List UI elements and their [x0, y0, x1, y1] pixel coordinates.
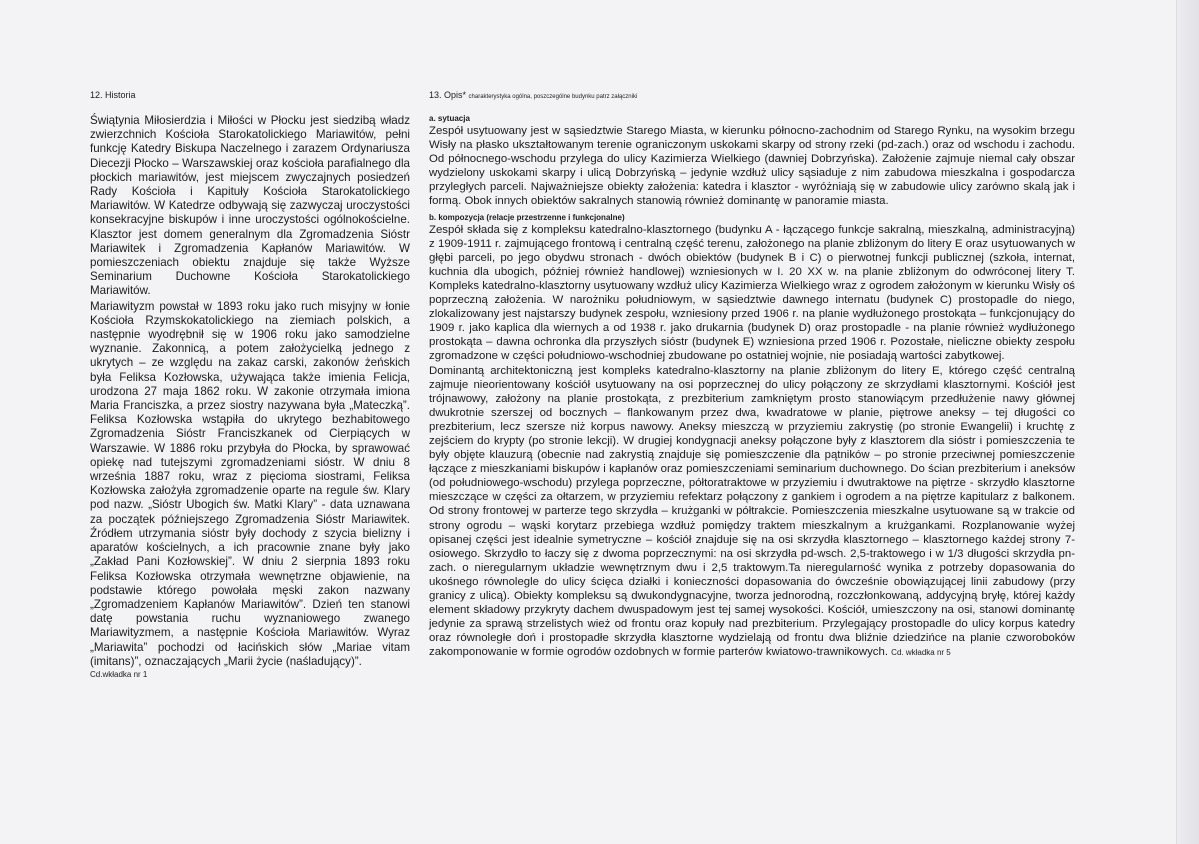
continuation-note: Cd. wkładka nr 5: [891, 648, 951, 658]
subsection-heading-situation: a. sytuacja: [429, 114, 470, 123]
subsection-heading-composition: b. kompozycja (relacje przestrzenne i funkcjonalne): [429, 212, 625, 222]
composition-text: [429, 223, 1075, 661]
page-edge: [1176, 0, 1199, 844]
description-heading-note: charakterystyka ogólna, poszczególne budynku patrz załączniki: [468, 94, 638, 100]
history-heading: 12. Historia: [90, 90, 136, 100]
continuation-note: Cd.wkładka nr 1: [90, 669, 148, 679]
history-paragraph: Mariawityzm powstał w 1893 roku jako ruch misyjny w łonie Kościoła Rzymskokatolickiego na ziemiach polskich, a następnie wyodrębnił się w 1906 roku jako samodzielne wyznanie. Zakonnicą, a potem założycielką jednego z ukrytych – ze względu na zakaz carski, zakonów żeńskich była Feliksa Kozłowska, używająca także imienia Felicja, urodzona 27 maja 1862 roku. W zakonie otrzymała imiona Maria Franciszka, a przez siostry nazywana była „Mateczką”. Feliksa Kozłowska wstąpiła do ukrytego bezhabitowego Zgromadzenia Sióstr Franciszkanek od Cierpiących w Warszawie. W 1886 roku przybyła do Płocka, by sprawować opiekę nad tutejszymi zgromadzeniami sióstr. W dniu 8 września 1887 roku, wraz z pięcioma siostrami, Feliksa Kozłowska założyła zgromadzenie oparte na regule św. Klary pod nazw. „Sióstr Ubogich św. Matki Klary” - data uznawana za początek późniejszego Zgromadzenia Sióstr Mariawitek. Źródłem utrzymania sióstr były dochody z szycia bielizny i aparatów kościelnych, a ich pracownie znane były jako „Zakład Pani Kozłowskiej”. W dniu 2 sierpnia 1893 roku Feliksa Kozłowska otrzymała wewnętrzne objawienie, na podstawie którego powołała męski zakon nazwany „Zgromadzeniem Kapłanów Mariawitów”. Dzień ten stanowi datę powstania ruchu wyznaniowego zwanego Mariawityzmem, a następnie Kościoła Mariawitów. Wyraz „Mariawita” pochodzi od łacińskich słów „Mariae vitam (imitans)”, oznaczających „Marii życie (naśladujący)”.: [90, 299, 410, 668]
description-heading-label: 13. Opis*: [429, 90, 467, 100]
composition-paragraph: [429, 364, 1075, 661]
description-column: [429, 90, 1075, 660]
situation-text: [429, 124, 1075, 209]
composition-paragraph: Zespół składa się z kompleksu katedralno-klasztornego (budynku A - łączącego funkcje sakralną, mieszkalną, administracyjną) z 1909-1911 r. zajmującego frontową i centralną część terenu, założonego na planie zbliżonym do litery E oraz usytuowanych w głębi parceli, po jego obydwu stronach - dwóch obiektów (budynek B i C) o pierwotnej funkcji publicznej (szkoła, internat, kuchnia dla ubogich, później również handlowej) wzniesionych w I. 20 XX w. na planie zbliżonym do odwróconej litery T. Kompleks katedralno-klasztorny usytuowany wzdłuż ulicy Kazimierza Wielkiego wraz z ogrodem założonym w kierunku Wisły oś poprzeczną założenia. W narożniku południowym, w sąsiedztwie dawnego internatu (budynek C) prostopadle do niego, zlokalizowany jest najstarszy budynek zespołu, wzniesiony przed 1906 r. na planie wydłużonego prostokąta – funkcjonujący do 1909 r. jako kaplica dla wiernych a od 1938 r. jako drukarnia (budynek D) oraz prostopadle - na planie również wydłużonego prostokąta – dawna ochronka dla przyszłych sióstr (budynek E) wzniesiona przed 1906 r. Pozostałe, nieliczne obiekty zespołu zgromadzone w części południowo-wschodniej zbudowane po ostatniej wojnie, nie posiadają wartości zabytkowej.: [429, 223, 1075, 363]
history-column: [90, 90, 410, 679]
description-heading: [429, 90, 1075, 100]
composition-paragraph-text: Dominantą architektoniczną jest kompleks katedralno-klasztorny na planie zbliżonym do litery E, którego część centralną zajmuje nieorientowany kościół usytuowany na osi poprzecznej do ulicy połączony ze skrzydłami klasztornymi. Kościół jest trójnawowy, założony na planie prostokąta, z prezbiterium zamkniętym prosto stanowiącym przedłużenie nawy głównej dwukrotnie szerszej od bocznych – flankowanym przez dwa, kwadratowe w planie, piętrowe aneksy – tej długości co prezbiterium, lecz szersze niż korpus nawowy. Aneksy mieszczą w przyziemiu zakrystię (po stronie Ewangelii) i kruchtę z zejściem do krypty (po stronie lekcji). W drugiej kondygnacji aneksy połączone były z klasztorem dla sióstr i pomieszczenia te były objęte klauzurą (obecnie nad zakrystią znajduje się pomieszczenie dla pątników – po stronie przeciwnej pomieszczenie łączące z mieszkaniami biskupów i kapłanów oraz pomieszczeniami seminarium duchownego. Do ścian prezbiterium i aneksów (od południowego-wschodu) przylega poprzeczne, półtoratraktowe w przyziemiu i dwutraktowe na piętrze - skrzydło klasztorne mieszczące w części za ołtarzem, w przyziemiu refektarz połączony z gankiem i ogrodem a na piętrze kapitularz z balkonem. Od strony frontowej w parterze tego skrzydła – krużganki w półtrakcie. Pomieszczenia mieszkalne usytuowane są w trakcie od strony ogrodu – wąski korytarz przebiega wzdłuż pomiędzy traktem mieszkalnym a krużgankami. Rozplanowanie wyżej opisanej części jest idealnie symetryczne – kościół znajduje się na osi skrzydła klasztornego – klasztornego każdej strony 7-osiowego. Skrzydło to łaczy się z dwoma poprzecznymi: na osi skrzydła pd-wsch. 2,5-traktowego i w 1/3 długości skrzydła pn-zach. o nieregularnym układzie wewnętrznym dwu i 2,5 traktowym.Ta nieregularność wynika z potrzeby dopasowania do ukośnego równolegle do ulicy ścięca działki i konieczności dopasowania do ówcześnie obowiązującej linii zabudowy (przy granicy z ulicą). Obiekty kompleksu są dwukondygnacyjne, tworza jednorodną, rozczłonkowaną, addycyjną bryłę, której każdy element składowy przykryty dachem dwuspadowym jest tej samej wysokości. Kościół, umieszczony na osi, stanowi dominantę jedynie za sprawą strzelistych wież od frontu oraz kopuły nad prezbiterium. Przylegający prostopadle do ulicy korpus katedry oraz równoległe doń i prostopadłe skrzydła klasztorne wydzielają od frontu dwa bliźnie dziedzińce na planie czworoboków zakomponowanie w formie ogrodów ozdobnych w formie parterów kwiatowo-trawnikowych.: [429, 364, 1075, 659]
history-paragraph: Świątynia Miłosierdzia i Miłości w Płocku jest siedzibą władz zwierzchnich Kościoła Starokatolickiego Mariawitów, pełni funkcję Katedry Biskupa Naczelnego i zarazem Ordynariusza Diecezji Płocko – Warszawskiej oraz kościoła parafialnego dla płockich mariawitów, jest miejscem zwyczajnych posiedzeń Rady Kościoła i Kapituły Kościoła Starokatolickiego Mariawitów. W Katedrze odbywają się zazwyczaj uroczystości konsekracyjne biskupów i inne uroczystości ogólnokościelne. Klasztor jest domem generalnym dla Zgromadzenia Sióstr Mariawitek i Zgromadzenia Kapłanów Mariawitów. W pomieszczeniach obiektu znajduje się także Wyższe Seminarium Duchowne Kościoła Starokatolickiego Mariawitów.: [90, 114, 410, 298]
situation-paragraph: Zespół usytuowany jest w sąsiedztwie Starego Miasta, w kierunku północno-zachodnim od Starego Rynku, na wysokim brzegu Wisły na płasko ukształtowanym terenie ograniczonym uskokami skarpy od strony rzeki (pd-zach.) oraz od wschodu i zachodu. Od północnego-wschodu przylega do ulicy Kazimierza Wielkiego (dawniej Dobrzyńska). Założenie zajmuje niemal cały obszar wydzielony uskokami skarpy i ulicą Dobrzyńską – jedynie wzdłuż ulicy sąsiaduje z nim zabudowa mieszkalna i gospodarcza przyległych parceli. Najważniejsze obiekty założenia: katedra i klasztor - wyróżniają się w zabudowie ulicy zarówno skalą jak i formą. Obok innych obiektów sakralnych stanowią również dominantę w panoramie miasta.: [429, 125, 1075, 208]
history-text: [90, 114, 410, 669]
